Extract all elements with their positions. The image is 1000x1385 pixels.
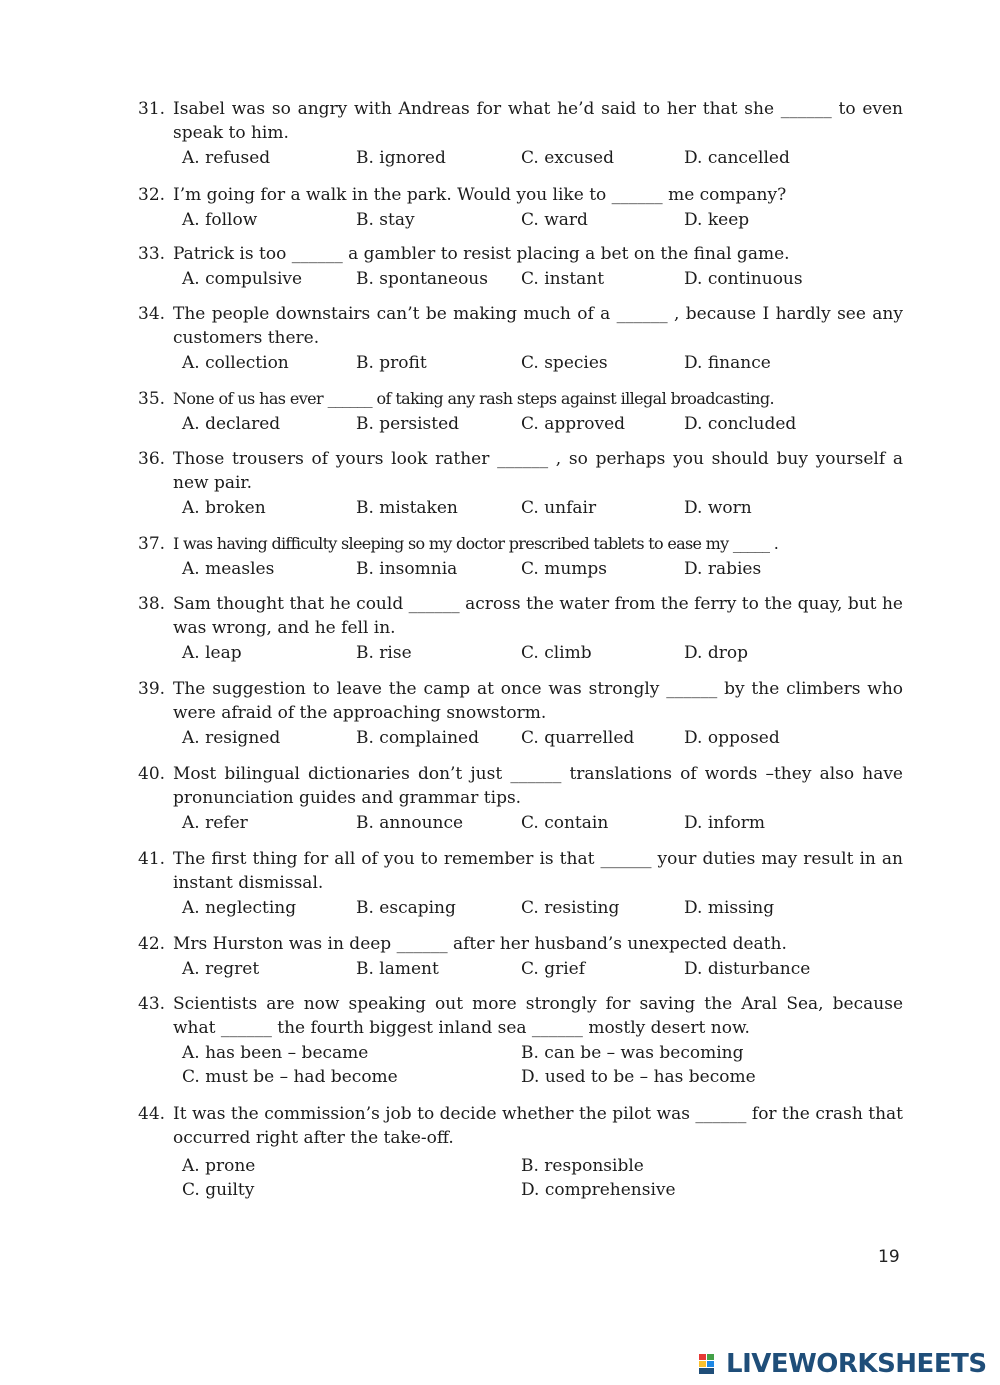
option-b[interactable]: B. escaping xyxy=(356,898,456,918)
question-number: 34. xyxy=(138,304,166,324)
question-text: Sam thought that he could ______ across the water from the ferry to the quay, but he was wrong, and he fell in. xyxy=(173,594,903,638)
question-number: 44. xyxy=(138,1104,166,1124)
liveworksheets-mark-icon xyxy=(698,1353,724,1375)
option-d[interactable]: D. concluded xyxy=(684,414,797,434)
question-42 xyxy=(138,932,903,981)
option-c[interactable]: C. approved xyxy=(521,414,626,434)
option-a[interactable]: A. neglecting xyxy=(182,898,297,918)
option-d[interactable]: D. used to be – has become xyxy=(521,1067,756,1087)
option-d[interactable]: D. finance xyxy=(684,353,771,373)
question-number: 42. xyxy=(138,934,166,954)
option-d[interactable]: D. disturbance xyxy=(684,959,811,979)
question-text: Most bilingual dictionaries don’t just ______ translations of words –they also have pronunciation guides and grammar tips. xyxy=(173,764,903,808)
option-a[interactable]: A. follow xyxy=(182,210,258,230)
question-number: 33. xyxy=(138,244,166,264)
option-a[interactable]: A. refer xyxy=(182,813,248,833)
option-c[interactable]: C. climb xyxy=(521,643,592,663)
question-text: Mrs Hurston was in deep ______ after her husband’s unexpected death. xyxy=(173,934,787,954)
option-a[interactable]: A. resigned xyxy=(182,728,281,748)
option-a[interactable]: A. declared xyxy=(182,414,281,434)
question-text: None of us has ever ______ of taking any rash steps against illegal broadcasting. xyxy=(173,389,775,408)
option-b[interactable]: B. mistaken xyxy=(356,498,458,518)
question-text: Patrick is too ______ a gambler to resist placing a bet on the final game. xyxy=(173,244,790,264)
question-41 xyxy=(138,847,903,920)
question-number: 32. xyxy=(138,185,166,205)
option-d[interactable]: D. continuous xyxy=(684,269,803,289)
question-44 xyxy=(138,1102,903,1202)
question-number: 36. xyxy=(138,449,166,469)
question-text: The first thing for all of you to remember is that ______ your duties may result in an instant dismissal. xyxy=(173,849,903,893)
option-a[interactable]: A. collection xyxy=(182,353,289,373)
option-c[interactable]: C. instant xyxy=(521,269,605,289)
question-text: Scientists are now speaking out more strongly for saving the Aral Sea, because what ______ the fourth biggest inland sea ______ mostly desert now. xyxy=(173,994,903,1038)
question-39 xyxy=(138,677,903,750)
question-number: 39. xyxy=(138,679,166,699)
brand-name: LIVEWORKSHEETS xyxy=(726,1349,987,1379)
question-35 xyxy=(138,387,903,436)
option-d[interactable]: D. rabies xyxy=(684,559,762,579)
question-text: The suggestion to leave the camp at once was strongly ______ by the climbers who were afraid of the approaching snowstorm. xyxy=(173,679,903,723)
question-34 xyxy=(138,302,903,375)
question-text: It was the commission’s job to decide whether the pilot was ______ for the crash that occurred right after the take-off. xyxy=(173,1104,903,1148)
option-b[interactable]: B. announce xyxy=(356,813,464,833)
option-d[interactable]: D. opposed xyxy=(684,728,780,748)
option-d[interactable]: D. cancelled xyxy=(684,148,790,168)
option-c[interactable]: C. mumps xyxy=(521,559,608,579)
option-c[interactable]: C. contain xyxy=(521,813,609,833)
option-a[interactable]: A. broken xyxy=(182,498,266,518)
option-c[interactable]: C. resisting xyxy=(521,898,620,918)
option-c[interactable]: C. must be – had become xyxy=(182,1067,398,1087)
question-38 xyxy=(138,592,903,665)
liveworksheets-logo[interactable] xyxy=(698,1351,987,1377)
option-d[interactable]: D. drop xyxy=(684,643,748,663)
question-text: Isabel was so angry with Andreas for what he’d said to her that she ______ to even speak to him. xyxy=(173,99,903,143)
option-b[interactable]: B. responsible xyxy=(521,1156,644,1176)
question-number: 38. xyxy=(138,594,166,614)
question-37 xyxy=(138,532,903,581)
option-b[interactable]: B. insomnia xyxy=(356,559,458,579)
option-b[interactable]: B. can be – was becoming xyxy=(521,1043,744,1063)
option-a[interactable]: A. refused xyxy=(182,148,271,168)
question-36 xyxy=(138,447,903,520)
option-a[interactable]: A. leap xyxy=(182,643,242,663)
option-c[interactable]: C. unfair xyxy=(521,498,597,518)
option-b[interactable]: B. ignored xyxy=(356,148,446,168)
option-d[interactable]: D. missing xyxy=(684,898,775,918)
question-number: 31. xyxy=(138,99,166,119)
question-text: Those trousers of yours look rather ______ , so perhaps you should buy yourself a new pair. xyxy=(173,449,903,493)
question-31 xyxy=(138,97,903,170)
option-c[interactable]: C. quarrelled xyxy=(521,728,635,748)
option-b[interactable]: B. spontaneous xyxy=(356,269,488,289)
question-40 xyxy=(138,762,903,835)
option-a[interactable]: A. regret xyxy=(182,959,260,979)
page-number: 19 xyxy=(878,1247,900,1267)
option-b[interactable]: B. rise xyxy=(356,643,412,663)
option-b[interactable]: B. lament xyxy=(356,959,439,979)
question-number: 40. xyxy=(138,764,166,784)
question-32 xyxy=(138,183,903,232)
option-a[interactable]: A. measles xyxy=(182,559,275,579)
option-c[interactable]: C. guilty xyxy=(182,1180,255,1200)
option-b[interactable]: B. profit xyxy=(356,353,427,373)
option-a[interactable]: A. has been – became xyxy=(182,1043,369,1063)
question-number: 35. xyxy=(138,389,166,409)
option-c[interactable]: C. ward xyxy=(521,210,588,230)
question-text: I’m going for a walk in the park. Would you like to ______ me company? xyxy=(173,185,787,205)
question-text: I was having difficulty sleeping so my doctor prescribed tablets to ease my _____ . xyxy=(173,534,779,553)
option-d[interactable]: D. inform xyxy=(684,813,765,833)
option-a[interactable]: A. compulsive xyxy=(182,269,303,289)
option-c[interactable]: C. grief xyxy=(521,959,586,979)
option-b[interactable]: B. complained xyxy=(356,728,479,748)
option-c[interactable]: C. species xyxy=(521,353,608,373)
question-number: 37. xyxy=(138,534,166,554)
option-b[interactable]: B. persisted xyxy=(356,414,460,434)
option-d[interactable]: D. worn xyxy=(684,498,752,518)
question-33 xyxy=(138,242,903,291)
question-number: 41. xyxy=(138,849,166,869)
option-d[interactable]: D. comprehensive xyxy=(521,1180,676,1200)
question-43 xyxy=(138,992,903,1089)
option-b[interactable]: B. stay xyxy=(356,210,415,230)
question-text: The people downstairs can’t be making much of a ______ , because I hardly see any customers there. xyxy=(173,304,903,348)
option-d[interactable]: D. keep xyxy=(684,210,750,230)
option-a[interactable]: A. prone xyxy=(182,1156,256,1176)
question-number: 43. xyxy=(138,994,166,1014)
option-c[interactable]: C. excused xyxy=(521,148,614,168)
